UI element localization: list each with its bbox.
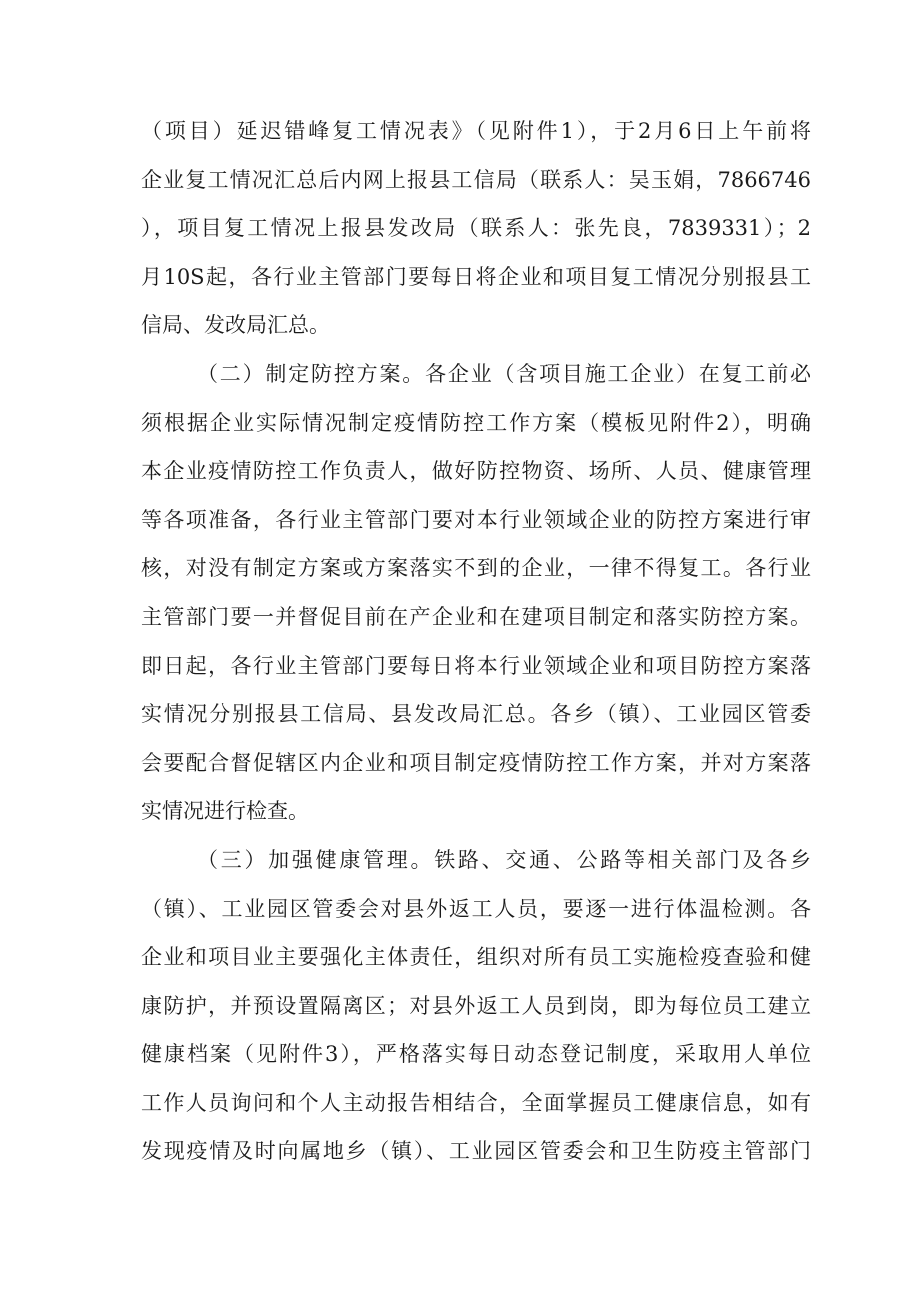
text-line: 等各项准备，各行业主管部门要对本行业领域企业的防控方案进行审	[141, 507, 811, 532]
text-line: 工作人员询问和个人主动报告相结合，全面掌握员工健康信息，如有	[141, 1090, 811, 1115]
text-line: （镇）、工业园区管委会对县外返工人员，要逐一进行体温检测。各	[141, 896, 811, 921]
text-line: 须根据企业实际情况制定疫情防控工作方案（模板见附件2），明确	[141, 410, 811, 435]
section-heading-line: （二）制定防控方案。各企业（含项目施工企业）在复工前必	[197, 361, 811, 386]
text-line: 月10S起，各行业主管部门要每日将企业和项目复工情况分别报县工	[141, 264, 811, 289]
text-line: 实情况进行检查。	[141, 799, 309, 824]
text-line: ），项目复工情况上报县发改局（联系人：张先良，7839331）；2	[141, 216, 811, 241]
body-text	[141, 107, 811, 1176]
text-line: 会要配合督促辖区内企业和项目制定疫情防控工作方案，并对方案落	[141, 750, 811, 775]
text-line: 企业复工情况汇总后内网上报县工信局（联系人：吴玉娟，7866746	[141, 167, 811, 192]
text-line: 健康档案（见附件3），严格落实每日动态登记制度，采取用人单位	[141, 1042, 811, 1067]
text-line: 主管部门要一并督促目前在产企业和在建项目制定和落实防控方案。	[141, 604, 811, 629]
section-heading-line: （三）加强健康管理。铁路、交通、公路等相关部门及各乡	[197, 847, 811, 872]
text-line: 本企业疫情防控工作负责人，做好防控物资、场所、人员、健康管理	[141, 459, 811, 484]
text-line: 企业和项目业主要强化主体责任，组织对所有员工实施检疫查验和健	[141, 945, 811, 970]
text-line: （项目）延迟错峰复工情况表》（见附件1），于2月6日上午前将	[141, 119, 811, 143]
text-line: 即日起，各行业主管部门要每日将本行业领域企业和项目防控方案落	[141, 653, 811, 678]
text-line: 信局、发改局汇总。	[141, 313, 330, 338]
text-line: 发现疫情及时向属地乡（镇）、工业园区管委会和卫生防疫主管部门	[141, 1139, 811, 1164]
text-line: 实情况分别报县工信局、县发改局汇总。各乡（镇）、工业园区管委	[141, 702, 811, 727]
text-line: 康防护，并预设置隔离区；对县外返工人员到岗，即为每位员工建立	[141, 993, 811, 1018]
text-line: 核，对没有制定方案或方案落实不到的企业，一律不得复工。各行业	[141, 556, 811, 581]
